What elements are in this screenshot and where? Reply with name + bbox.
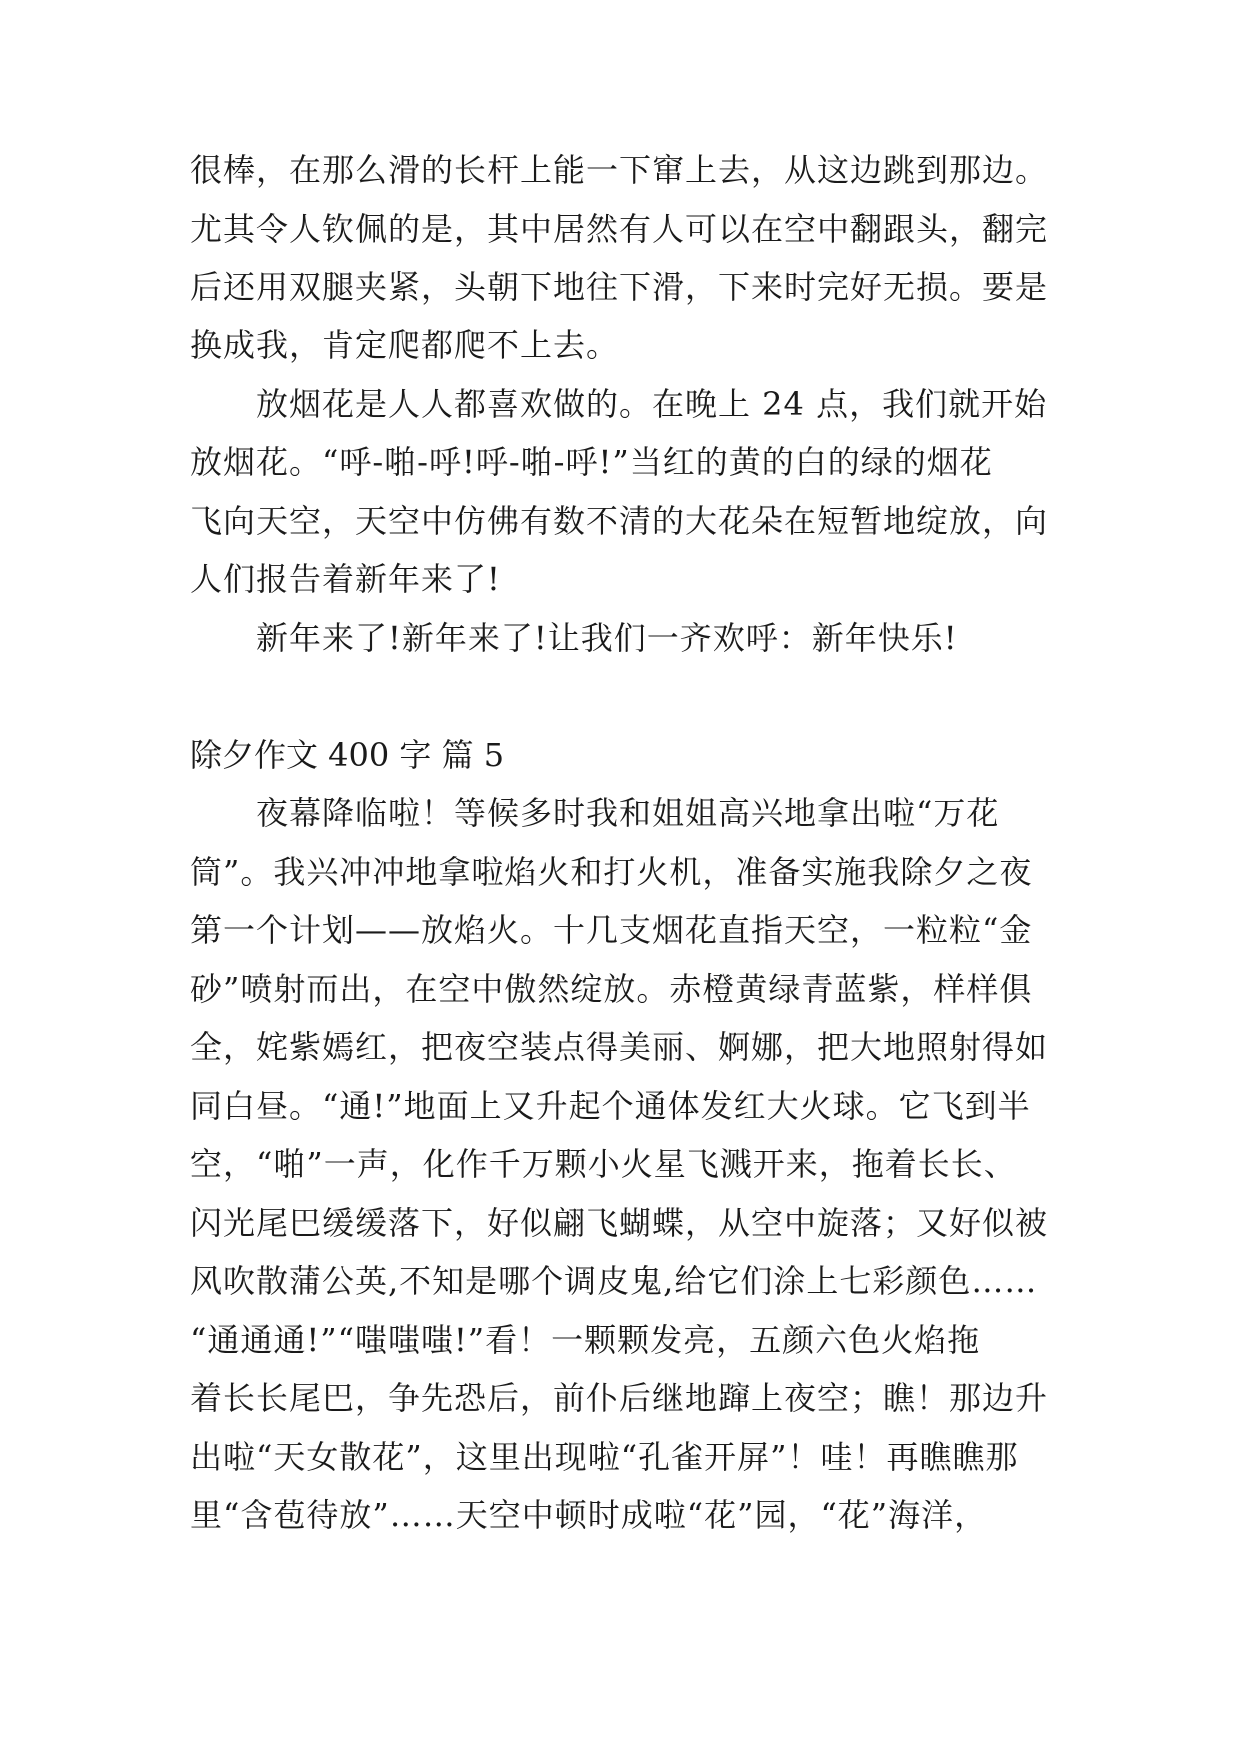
paragraph-line: “通通通!”“嗤嗤嗤!”看！一颗颗发亮，五颜六色火焰拖 bbox=[190, 1321, 981, 1359]
paragraph-line: 人们报告着新年来了! bbox=[190, 560, 501, 598]
paragraph-line: 风吹散蒲公英,不知是哪个调皮鬼,给它们涂上七彩颜色…… bbox=[190, 1262, 1038, 1300]
paragraph-line: 闪光尾巴缓缓落下，好似翩飞蝴蝶，从空中旋落；又好似被 bbox=[190, 1204, 1049, 1242]
paragraph-line: 空，“啪”一声，化作千万颗小火星飞溅开来，拖着长长、 bbox=[190, 1145, 1017, 1183]
paragraph-line: 新年来了!新年来了!让我们一齐欢呼：新年快乐! bbox=[256, 619, 958, 657]
paragraph-line: 夜幕降临啦！等候多时我和姐姐高兴地拿出啦“万花 bbox=[256, 794, 1000, 832]
paragraph-line: 出啦“天女散花”，这里出现啦“孔雀开屏”！哇！再瞧瞧那 bbox=[190, 1438, 1019, 1476]
paragraph-line: 全，姹紫嫣红，把夜空装点得美丽、婀娜，把大地照射得如 bbox=[190, 1028, 1049, 1066]
paragraph-line: 着长长尾巴，争先恐后，前仆后继地蹿上夜空；瞧！那边升 bbox=[190, 1379, 1049, 1417]
paragraph-line: 放烟花是人人都喜欢做的。在晚上 24 点，我们就开始 bbox=[256, 385, 1048, 423]
paragraph-line: 飞向天空，天空中仿佛有数不清的大花朵在短暂地绽放，向 bbox=[190, 502, 1049, 540]
paragraph-line: 筒”。我兴冲冲地拿啦焰火和打火机，准备实施我除夕之夜 bbox=[190, 853, 1033, 891]
paragraph-line: 砂”喷射而出，在空中傲然绽放。赤橙黄绿青蓝紫，样样俱 bbox=[190, 970, 1033, 1008]
paragraph-line: 尤其令人钦佩的是，其中居然有人可以在空中翻跟头，翻完 bbox=[190, 210, 1049, 248]
paragraph-line: 很棒，在那么滑的长杆上能一下窜上去，从这边跳到那边。 bbox=[190, 151, 1049, 189]
section-heading: 除夕作文 400 字 篇 5 bbox=[190, 736, 505, 774]
paragraph-line: 换成我，肯定爬都爬不上去。 bbox=[190, 326, 620, 364]
paragraph-line: 里“含苞待放”……天空中顿时成啦“花”园，“花”海洋， bbox=[190, 1496, 988, 1534]
paragraph-line: 第一个计划——放焰火。十几支烟花直指天空，一粒粒“金 bbox=[190, 911, 1033, 949]
paragraph-line: 后还用双腿夹紧，头朝下地往下滑，下来时完好无损。要是 bbox=[190, 268, 1049, 306]
paragraph-line: 同白昼。“通!”地面上又升起个通体发红大火球。它飞到半 bbox=[190, 1087, 1031, 1125]
paragraph-line: 放烟花。“呼-啪-呼!呼-啪-呼!”当红的黄的白的绿的烟花 bbox=[190, 443, 993, 481]
